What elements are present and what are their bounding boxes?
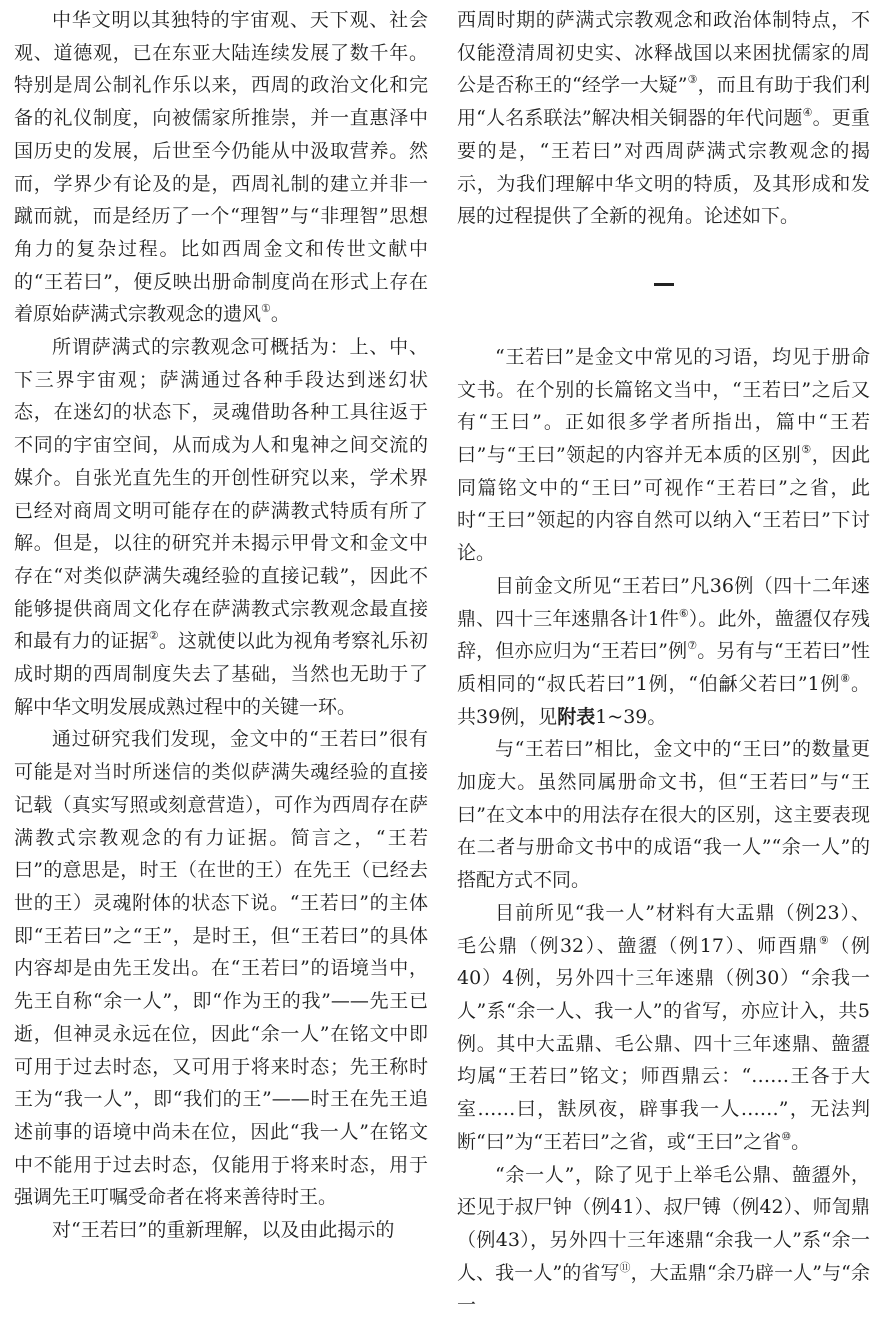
footnote-ref: ⑤ <box>801 443 811 456</box>
text-run: ，大盂鼎“余乃辟一人”与“余一 <box>457 1262 870 1317</box>
footnote-ref: ⑪ <box>620 1261 631 1274</box>
text-run: 所谓萨满式的宗教观念可概括为：上、中、下三界宇宙观；萨满通过各种手段达到迷幻状态，在迷幻的状态下，灵魂借助各种工具往返于不同的宇宙空间，从而成为人和鬼神之间交流的媒介。自张光直先生的开创性研究以来，学术界已经对商周文明可能存在的萨满教式特质有所了解。但是，以往的研究并未揭示甲骨文和金文中存在“对类似萨满失魂经验的直接记载”，因此不能够提供商周文化存在萨满教式宗教观念最直接和最有力的证据 <box>14 336 428 652</box>
paragraph-p8 <box>457 897 870 1159</box>
text-run: 。共39例，见 <box>457 673 870 728</box>
text-run: 对“王若曰”的重新理解，以及由此揭示的 <box>52 1219 394 1241</box>
footnote-ref: ① <box>261 302 271 315</box>
left-column <box>14 4 428 1247</box>
footnote-ref: ⑧ <box>840 672 851 685</box>
text-run: “王若曰”是金文中常见的习语，均见于册命文书。在个别的长篇铭文当中，“王若曰”之后又有“王曰”。正如很多学者所指出，篇中“王若曰”与“王曰”领起的内容并无本质的区别 <box>457 346 870 466</box>
right-column <box>457 4 870 1322</box>
footnote-ref: ④ <box>803 106 813 119</box>
text-run: （例40）4例，另外四十三年逨鼎（例30）“余我一人”系“余一人、我一人”的省写，亦应计入，共5例。其中大盂鼎、毛公鼎、四十三年逨鼎、䀇盨均属“王若曰”铭文；师酉鼎云：“……王各于大室……曰，㝬夙夜，辟事我一人……”，无法判断“曰”为“王若曰”之省，或“王曰”之省 <box>457 935 870 1153</box>
paragraph-p3 <box>14 723 428 1214</box>
text-run: 与“王若曰”相比，金文中的“王曰”的数量更加庞大。虽然同属册命文书，但“王若曰”与“王曰”在文本中的用法存在很大的区别，这主要表现在二者与册命文书中的成语“我一人”“余一人”的搭配方式不同。 <box>457 738 870 891</box>
footnote-ref: ⑨ <box>819 934 830 947</box>
footnote-ref: ② <box>149 629 159 642</box>
text-run: “余一人”，除了见于上举毛公鼎、䀇盨外，还见于叔尸钟（例41）、叔尸镈（例42）、师訇鼎（例43），另外四十三年逨鼎“余我一人”系“余一人、我一人”的省写 <box>457 1164 870 1284</box>
section-heading <box>457 233 870 341</box>
text-run: 中华文明以其独特的宇宙观、天下观、社会观、道德观，已在东亚大陆连续发展了数千年。特别是周公制礼作乐以来，西周的政治文化和完备的礼仪制度，向被儒家所推崇，并一直惠泽中国历史的发展，后世至今仍能从中汲取营养。然而，学界少有论及的是，西周礼制的建立并非一蹴而就，而是经历了一个“理智”与“非理智”思想角力的复杂过程。比如西周金文和传世文献中的“王若曰”，便反映出册命制度尚在形式上存在着原始萨满式宗教观念的遗风 <box>14 9 428 325</box>
text-run: 。这就使以此为视角考察礼乐初成时期的西周制度失去了基础，当然也无助于了解中华文明发展成熟过程中的关键一环。 <box>14 630 428 717</box>
paragraph-p2 <box>14 331 428 723</box>
paragraph-p6 <box>457 570 870 734</box>
text-run: 目前所见“我一人”材料有大盂鼎（例23）、毛公鼎（例32）、䀇盨（例17）、师酉鼎 <box>457 902 870 957</box>
paragraph-p5 <box>457 341 870 570</box>
bold-text: 附表 <box>557 706 595 728</box>
right-column-bottom <box>457 341 870 1322</box>
text-run: 西周时期的萨满式宗教观念和政治体制特点，不仅能澄清周初史实、冰释战国以来困扰儒家的周公是否称王的“经学一大疑” <box>457 9 870 96</box>
section-number-one <box>654 283 674 286</box>
section-marker-text <box>663 286 664 287</box>
text-run: 目前金文所见“王若曰”凡36例（四十二年逨鼎、四十三年逨鼎各计1件 <box>457 575 870 630</box>
text-run: 。 <box>271 303 290 325</box>
footnote-ref: ⑩ <box>781 1130 791 1143</box>
text-run: ）。此外，䀇盨仅存残辞，但亦应归为“王若曰”例 <box>457 608 870 663</box>
text-run: 1~39。 <box>595 706 666 728</box>
text-run: 。 <box>791 1131 810 1153</box>
paragraph-p9 <box>457 1159 870 1322</box>
paragraph-p1 <box>14 4 428 331</box>
paragraph-p4c <box>457 4 870 233</box>
footnote-ref: ⑦ <box>687 639 697 652</box>
text-run: ，而且有助于我们利用“人名系联法”解决相关铜器的年代问题 <box>457 74 870 129</box>
text-run: ，因此同篇铭文中的“王曰”可视作“王若曰”之省，此时“王曰”领起的内容自然可以纳入“王若曰”下讨论。 <box>457 444 870 564</box>
text-run: 。更重要的是，“王若曰”对西周萨满式宗教观念的揭示，为我们理解中华文明的特质，及其形成和发展的过程提供了全新的视角。论述如下。 <box>457 107 870 227</box>
paragraph-p7 <box>457 733 870 897</box>
text-run: 通过研究我们发现，金文中的“王若曰”很有可能是对当时所迷信的类似萨满失魂经验的直接记载（真实写照或刻意营造），可作为西周存在萨满教式宗教观念的有力证据。简言之，“王若曰”的意思是，时王（在世的王）在先王（已经去世的王）灵魂附体的状态下说。“王若曰”的主体即“王若曰”之“王”，是时王，但“王若曰”的具体内容却是由先王发出。在“王若曰”的语境当中，先王自称“余一人”，即“作为王的我”——先王已逝，但神灵永远在位，因此“余一人”在铭文中即可用于过去时态，又可用于将来时态；先王称时王为“我一人”，即“我们的王”——时王在先王追述前事的语境中尚未在位，因此“我一人”在铭文中不能用于过去时态，仅能用于将来时态，用于强调先王叮嘱受命者在将来善待时王。 <box>14 728 428 1208</box>
text-run: 。另有与“王若曰”性质相同的“叔氏若曰”1例，“伯龢父若曰”1例 <box>457 640 870 695</box>
footnote-ref: ③ <box>687 73 697 86</box>
footnote-ref: ⑥ <box>679 607 689 620</box>
right-column-top <box>457 4 870 233</box>
paragraph-p4 <box>14 1214 428 1247</box>
